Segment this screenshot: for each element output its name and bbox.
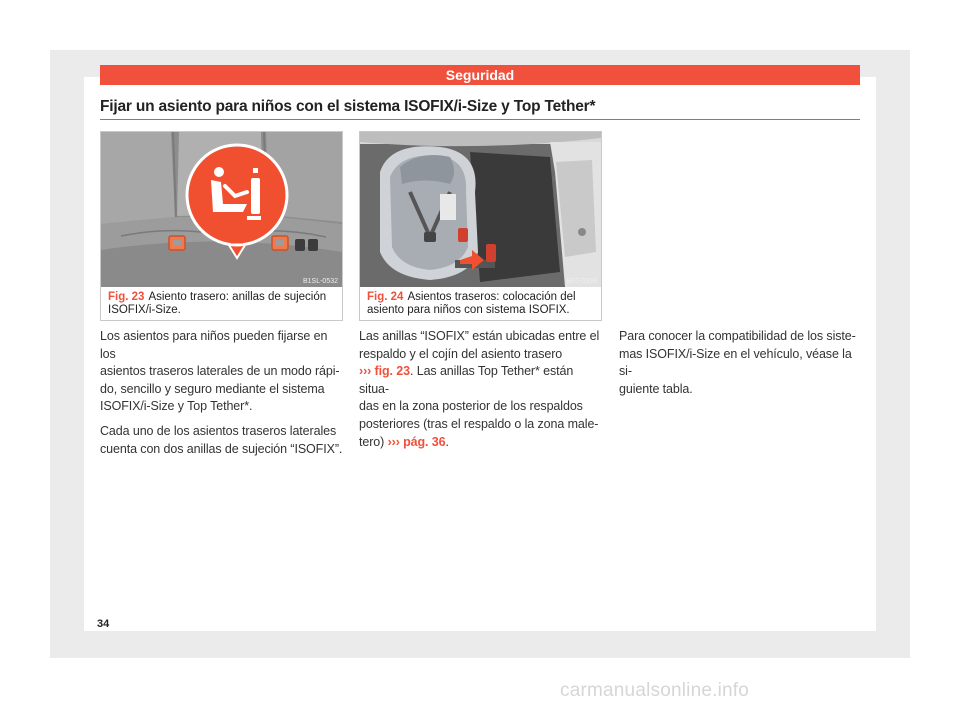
figure-23-caption xyxy=(108,291,326,317)
figure-24-code: B5T-0359 xyxy=(566,278,597,285)
figure-24-caption xyxy=(367,291,576,317)
figure-24-image xyxy=(360,132,601,287)
page-number: 34 xyxy=(97,618,110,630)
text-line: Las anillas “ISOFIX” están ubicadas entre el xyxy=(359,329,600,343)
column-3-text xyxy=(619,328,864,405)
page-36-link[interactable]: ››› pág. 36 xyxy=(387,434,446,449)
watermark: carmanualsonline.info xyxy=(560,680,750,701)
figure-23-code: B1SL-0532 xyxy=(302,278,338,285)
text-line: ISOFIX/i-Size y Top Tether*. xyxy=(100,399,253,414)
text-line: posteriores (tras el respaldo o la zona male- xyxy=(359,416,599,431)
text-line: cuenta con dos anillas de sujeción “ISOFIX”. xyxy=(100,441,343,456)
text-line: respaldo y el cojín del asiento trasero xyxy=(359,346,563,361)
figure-23-caption-line2: ISOFIX/i-Size. xyxy=(108,304,181,316)
figure-24-number: Fig. 24 xyxy=(367,291,404,303)
figure-24-caption-line1: Asientos traseros: colocación del xyxy=(407,291,576,303)
section-header: Seguridad xyxy=(100,65,860,85)
figure-23-image xyxy=(101,132,342,287)
paragraph-1 xyxy=(100,328,345,416)
text-line: . Las anillas Top Tether* están situa- xyxy=(359,364,574,396)
rear-seat-illustration xyxy=(101,132,342,287)
text-line: do, sencillo y seguro mediante el sistema xyxy=(100,381,325,396)
text-line: das en la zona posterior de los respaldos xyxy=(359,399,583,414)
text-line: Para conocer la compatibilidad de los siste- xyxy=(619,329,856,343)
child-seat-photo xyxy=(360,132,601,287)
figure-24 xyxy=(359,131,602,321)
text-line: Cada uno de los asientos traseros laterales xyxy=(100,423,337,438)
text-line: tero) xyxy=(359,434,388,449)
figure-23 xyxy=(100,131,343,321)
column-2-text xyxy=(359,328,604,458)
text-line: . xyxy=(445,434,449,449)
column-1-text xyxy=(100,328,345,465)
figure-23-link[interactable]: ››› fig. 23 xyxy=(359,364,410,379)
page-heading: Fijar un asiento para niños con el sistema ISOFIX/i-Size y Top Tether* xyxy=(100,98,596,115)
text-line: guiente tabla. xyxy=(619,381,693,396)
paragraph-2 xyxy=(100,423,345,458)
paragraph-3 xyxy=(359,328,604,451)
figure-23-number: Fig. 23 xyxy=(108,291,145,303)
heading-divider xyxy=(100,119,860,120)
figure-24-caption-line2: asiento para niños con sistema ISOFIX. xyxy=(367,304,570,316)
figure-23-caption-line1: Asiento trasero: anillas de sujeción xyxy=(148,291,327,303)
paragraph-4 xyxy=(619,328,864,398)
text-line: mas ISOFIX/i-Size en el vehículo, véase la si- xyxy=(619,346,852,379)
text-line: Los asientos para niños pueden fijarse en los xyxy=(100,329,328,361)
text-line: asientos traseros laterales de un modo rápi- xyxy=(100,364,340,379)
